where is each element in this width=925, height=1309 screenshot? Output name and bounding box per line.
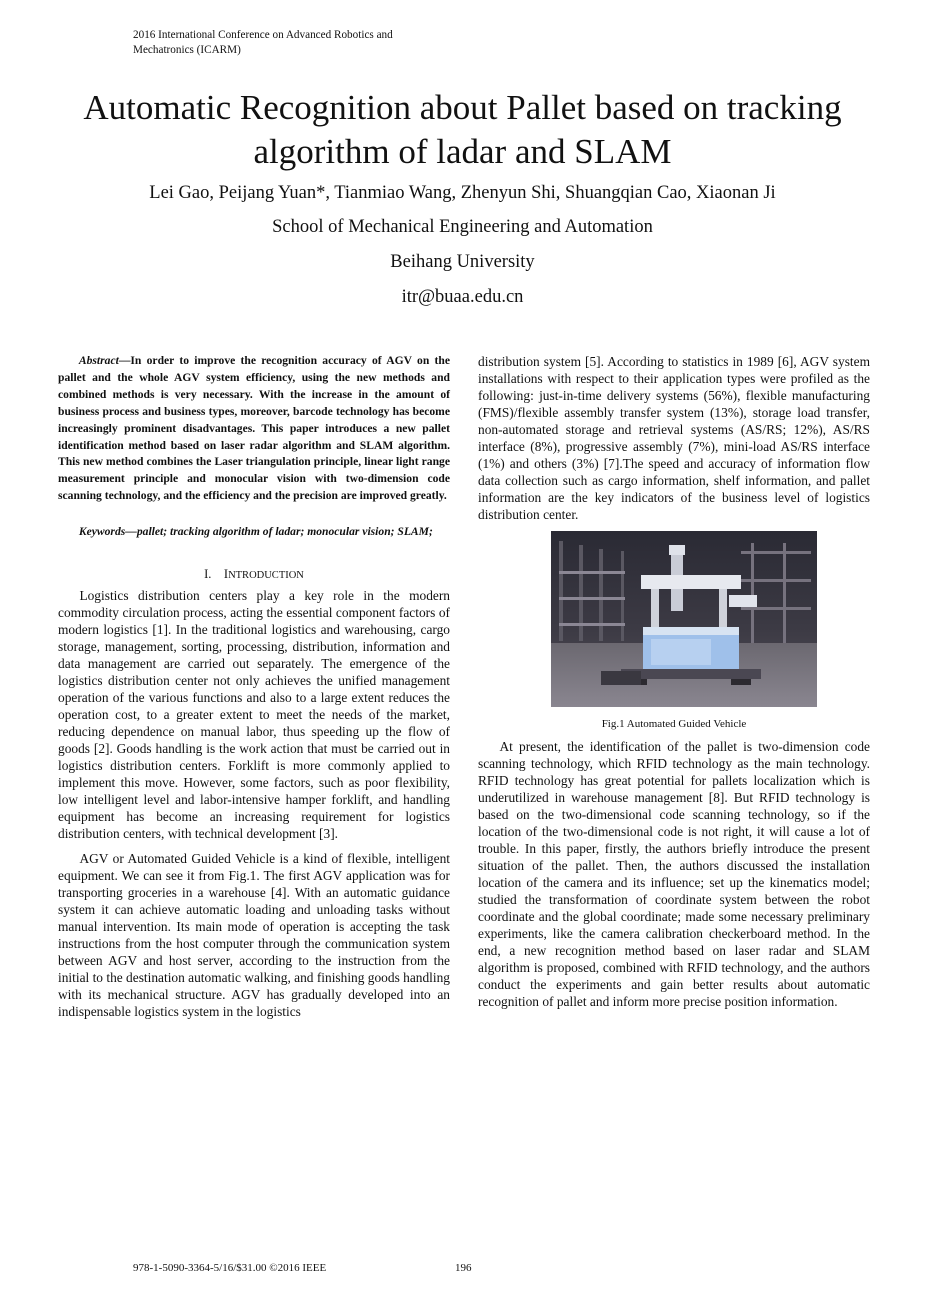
affiliation-university: Beihang University (390, 252, 535, 272)
agv-photo (551, 531, 817, 707)
title-line-2: algorithm of ladar and SLAM (253, 132, 672, 171)
page-number: 196 (455, 1262, 472, 1274)
author-email: itr@buaa.edu.cn (401, 287, 524, 307)
abstract-text: In order to improve the recognition accuracy of AGV on the pallet and the whole AGV system efficiency, using the new methods and combined methods is very necessary. With the increase in the amount of business process and business types, moreover, barcode technology has become increasingly prominent disadvantages. This paper introduces a new pallet identification method based on laser radar algorithm and SLAM algorithm. This new method combines the Laser triangulation principle, linear light range measurement principle and monocular vision with two-dimension code scanning technology, and the efficiency and the precision are improved greatly. (58, 354, 450, 503)
intro-paragraph-1: Logistics distribution centers play a key role in the modern commodity circulation process, acting the essential component factors of modern logistics [1]. In the traditional logistics and warehousing, cargo storage, management, sorting, processing, distribution, information and data management are carried out separately. The emergence of the logistics distribution center not only achieves the unified management operation of the various functions and also to a large extent reduces the operation cost, to a greater extent to meet the needs of the market, reducing dependence on manual labor, thus speeding up the flow of goods [2]. Goods handling is the work action that must be carried out in logistics distribution centers. Forklift is more commonly applied to implement this move. However, some factors, such as poor flexibility, low intelligent level and labor-intensive hamper forklift, and handling equipment has become an increasing requirement for logistics distribution centers, with technical development [3]. (58, 588, 450, 842)
conference-header (133, 28, 453, 58)
left-column (58, 353, 450, 1020)
abstract-label: Abstract (78, 354, 119, 367)
section-number: I. (204, 567, 212, 582)
affiliation-school: School of Mechanical Engineering and Automation (272, 217, 653, 237)
intro-paragraph-2: AGV or Automated Guided Vehicle is a kind of flexible, intelligent equipment. We can see it from Fig.1. The first AGV application was for transporting groceries in a warehouse [4]. With an automatic guidance system it can achieve automatic loading and unloading tasks without manual intervention. Its main mode of operation is accepting the task instructions from the host computer through the communication system between AGV and host server, according to the instruction from the initial to the destination automatic walking, and finishing goods handling with its mechanical structure. AGV has gradually developed into an indispensable logistics system in the logistics (58, 851, 450, 1020)
conference-line-1: 2016 International Conference on Advanced Robotics and (133, 29, 393, 41)
conference-line-2: Mechatronics (ICARM) (133, 44, 241, 56)
section-heading-introduction (58, 567, 450, 582)
author-list: Lei Gao, Peijang Yuan*, Tianmiao Wang, Zhenyun Shi, Shuangqian Cao, Xiaonan Ji (149, 183, 776, 203)
keywords-dash: — (125, 525, 137, 539)
section-title-initial: I (223, 567, 229, 582)
keywords-text: pallet; tracking algorithm of ladar; monocular vision; SLAM; (136, 525, 433, 539)
abstract (58, 353, 450, 505)
abstract-dash: — (118, 354, 131, 367)
figure-1 (478, 531, 870, 730)
intro-paragraph-2-continued: distribution system [5]. According to statistics in 1989 [6], AGV system installations with respect to their application types were profiled as the following: just-in-time delivery systems (56%), flexible manufacturing (FMS)/flexible assembly transfer system (13%), storage load transfer, non-automated storage and retrieval systems (AS/RS; 12%), AS/RS interface (8%), progressive assembly (7%), mini-load AS/RS interface (1%) and others (3%) [7].The speed and accuracy of information flow data collection such as cargo information, shelf information, and pallet information are the key indicators of the business level of logistics distribution center. (478, 354, 870, 522)
figure-1-caption: Fig.1 Automated Guided Vehicle (601, 718, 747, 730)
section-title-rest: NTRODUCTION (228, 570, 304, 582)
right-column (478, 353, 870, 1010)
paper-title (30, 86, 895, 174)
keywords (58, 524, 450, 541)
title-line-1: Automatic Recognition about Pallet based on tracking (83, 88, 842, 127)
keywords-label: Keywords (78, 525, 126, 539)
intro-paragraph-3: At present, the identification of the pallet is two-dimension code scanning technology, which RFID technology as the main technology. RFID technology has great potential for pallets localization which is underutilized in warehouse management [8]. But RFID technology is based on the two-dimensional code scanning technology, so if the location of the two-dimensional code is not right, it will cause a lot of trouble. In this paper, firstly, the authors briefly introduce the present situation of the pallet. Then, the authors discussed the installation location of the camera and its influence; set up the kinematics model; studied the transformation of coordinate system between the robot coordinate and the global coordinate; made some necessary preliminary experiments, like the camera calibration checkerboard method. In the end, a new recognition method based on laser radar and SLAM algorithm is proposed, combined with RFID technology, and the authors conduct the experiments and gain better results about automatic recognition of pallet and inform more precise position information. (478, 739, 870, 1009)
footer-isbn: 978-1-5090-3364-5/16/$31.00 ©2016 IEEE (133, 1262, 327, 1274)
